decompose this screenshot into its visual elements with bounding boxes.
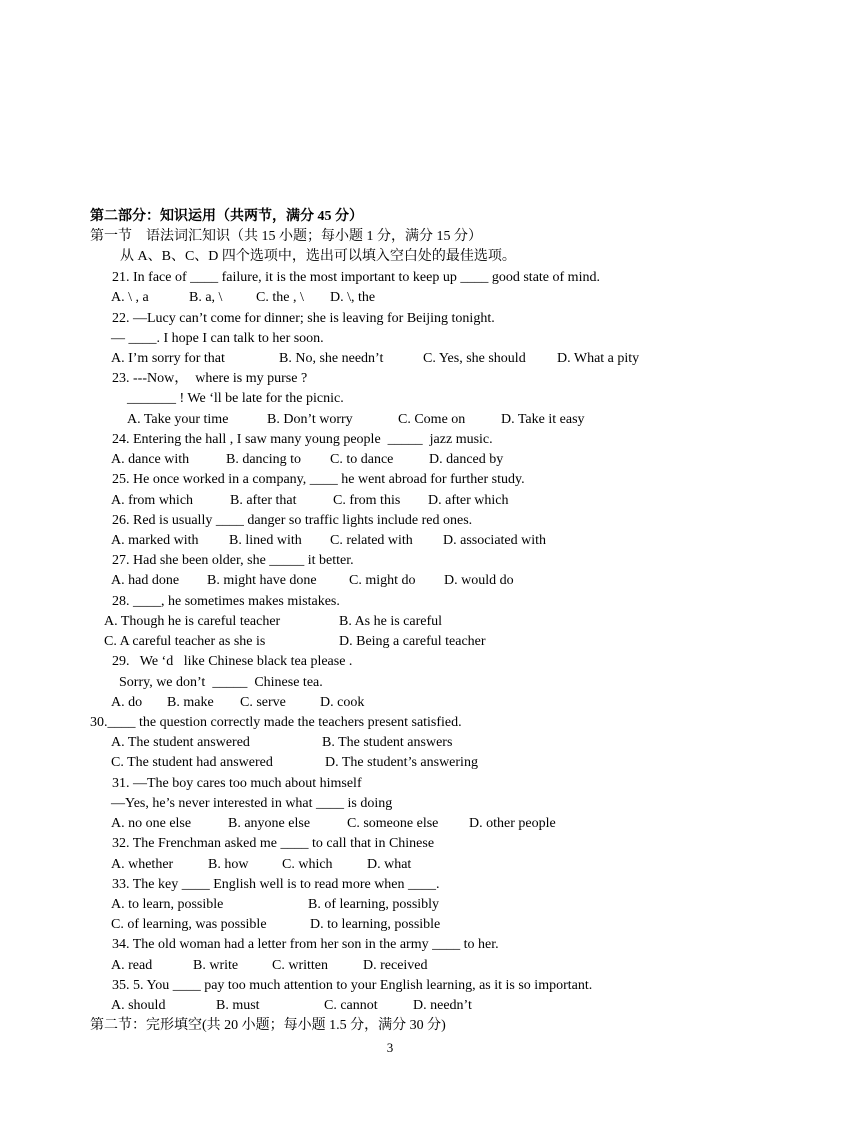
option: B. after that [230,493,297,508]
option: B. Don’t worry [267,412,353,427]
option: A. no one else [111,816,192,831]
option: A. from which [111,493,194,508]
option: D. received [363,958,428,973]
option: B. dancing to [226,452,302,467]
option: A. \ , a [111,290,149,305]
option: B. As he is careful [339,614,443,629]
option: B. lined with [229,533,302,548]
option: D. to learning, possible [310,917,441,932]
question-stem: 35. 5. You ____ pay too much attention to your English learning, as it is so important. [112,978,593,993]
option: D. after which [428,493,509,508]
option: A. to learn, possible [111,897,224,912]
option: D. Take it easy [501,412,585,427]
option: C. the , \ [256,290,304,305]
option: C. serve [240,695,286,710]
option: D. would do [444,573,514,588]
section2-title: 第二节：完形填空(共 20 小题；每小题 1.5 分，满分 30 分) [90,1018,446,1033]
question-stem: 27. Had she been older, she _____ it better. [112,553,354,568]
option: C. of learning, was possible [111,917,267,932]
part-title: 第二部分：知识运用（共两节，满分 45 分） [90,209,363,224]
question-stem: 34. The old woman had a letter from her son in the army ____ to her. [112,937,499,952]
option: A. The student answered [111,735,250,750]
question-stem: 32. The Frenchman asked me ____ to call that in Chinese [112,836,435,851]
option: C. someone else [347,816,439,831]
question-stem: 30.____ the question correctly made the teachers present satisfied. [90,715,462,730]
option: D. \, the [330,290,376,305]
option: B. No, she needn’t [279,351,384,366]
option: C. might do [349,573,416,588]
question-stem: 33. The key ____ English well is to read more when ____. [112,877,440,892]
question-stem-line2: Sorry, we don’t _____ Chinese tea. [119,675,323,690]
option: C. to dance [330,452,394,467]
option: A. Though he is careful teacher [104,614,281,629]
option: D. danced by [429,452,504,467]
option: A. should [111,998,166,1013]
option: D. What a pity [557,351,640,366]
option: C. Yes, she should [423,351,526,366]
option: D. what [367,857,412,872]
option: D. Being a careful teacher [339,634,486,649]
option: A. marked with [111,533,199,548]
question-stem-line2: —Yes, he’s never interested in what ____ is doing [111,796,393,811]
option: C. Come on [398,412,466,427]
option: C. from this [333,493,401,508]
option: A. dance with [111,452,190,467]
option: C. which [282,857,333,872]
option: D. needn’t [413,998,472,1013]
option: B. a, \ [189,290,223,305]
option: C. A careful teacher as she is [104,634,266,649]
option: A. I’m sorry for that [111,351,225,366]
option: A. had done [111,573,180,588]
section1-instruction: 从 A、B、C、D 四个选项中，选出可以填入空白处的最佳选项。 [120,249,516,264]
question-stem: 28. ____, he sometimes makes mistakes. [112,594,340,609]
option: D. other people [469,816,556,831]
question-stem: 26. Red is usually ____ danger so traffic lights include red ones. [112,513,473,528]
option: B. of learning, possibly [308,897,440,912]
option: C. The student had answered [111,755,273,770]
option: B. must [216,998,260,1013]
option: A. Take your time [127,412,229,427]
question-stem: 24. Entering the hall , I saw many young people _____ jazz music. [112,432,493,447]
option: B. how [208,857,249,872]
option: D. The student’s answering [325,755,478,770]
page-number: 3 [386,1040,394,1055]
option: D. cook [320,695,365,710]
option: B. anyone else [228,816,311,831]
question-stem: 23. ---Now， where is my purse ? [112,371,308,386]
option: A. do [111,695,143,710]
option: A. whether [111,857,174,872]
question-stem: 21. In face of ____ failure, it is the most important to keep up ____ good state of mind. [112,270,600,285]
option: B. might have done [207,573,317,588]
option: B. make [167,695,214,710]
question-stem-line2: — ____. I hope I can talk to her soon. [111,331,324,346]
option: A. read [111,958,153,973]
option: C. cannot [324,998,378,1013]
question-stem: 31. —The boy cares too much about himself [112,776,362,791]
question-stem: 29. We ‘d like Chinese black tea please . [112,654,353,669]
option: B. write [193,958,239,973]
option: B. The student answers [322,735,453,750]
option: C. written [272,958,328,973]
option: C. related with [330,533,413,548]
option: D. associated with [443,533,547,548]
question-stem: 22. —Lucy can’t come for dinner; she is leaving for Beijing tonight. [112,311,495,326]
question-stem-line2: _______ ! We ‘ll be late for the picnic. [127,391,344,406]
question-stem: 25. He once worked in a company, ____ he went abroad for further study. [112,472,525,487]
section1-title: 第一节 语法词汇知识（共 15 小题；每小题 1 分，满分 15 分） [90,229,482,244]
